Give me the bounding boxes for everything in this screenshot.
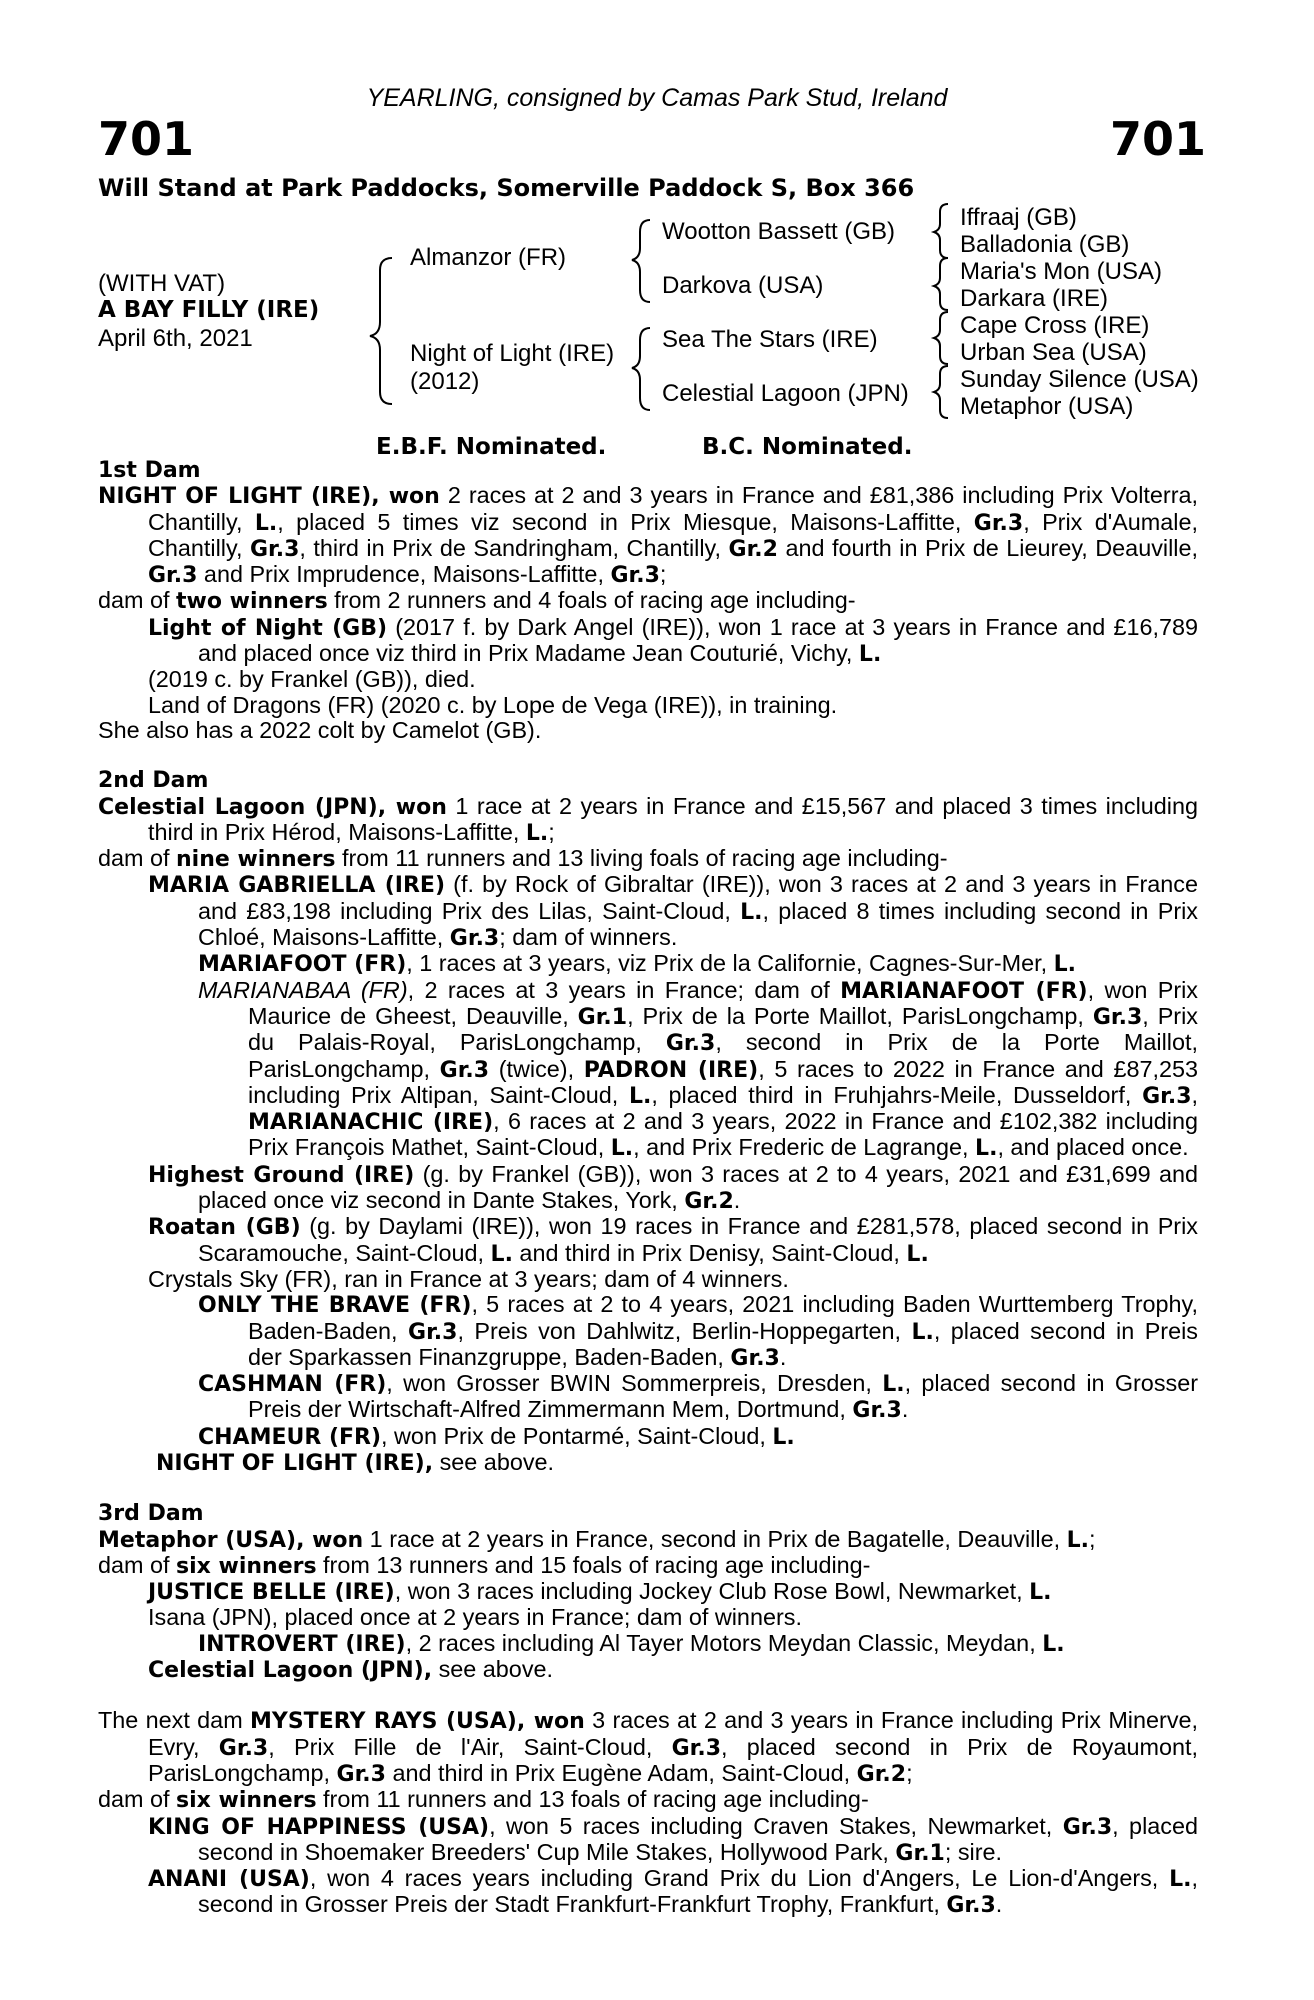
list-item: (2019 c. by Frankel (GB)), died. [148, 666, 476, 693]
dam-name: Night of Light (IRE) [410, 340, 615, 367]
first-dam-heading: 1st Dam [98, 458, 201, 483]
next-dam-record: The next dam MYSTERY RAYS (USA), won 3 races at 2 and 3 years in France including Prix Minerve, Evry, Gr.3, Prix Fille de l'Air, Saint-Cloud, Gr.3, placed second in Prix de Royaumont, ParisLongchamp, Gr.3 and third in Prix Eugène Adam, Saint-Cloud, Gr.2; [98, 1707, 1199, 1787]
sire-sire: Wootton Bassett (GB) [662, 218, 895, 245]
produce-record [98, 458, 1198, 1919]
ebf-nominated: E.B.F. Nominated. [376, 434, 607, 460]
gen3-2: Balladonia (GB) [960, 231, 1130, 258]
gen3-4: Darkara (IRE) [960, 285, 1109, 312]
horse-dob: April 6th, 2021 [98, 325, 253, 352]
dam-dam: Celestial Lagoon (JPN) [662, 380, 909, 407]
third-dam-produce: dam of six winners from 13 runners and 15 foals of racing age including- [98, 1551, 871, 1579]
gen3-3: Maria's Mon (USA) [960, 258, 1162, 285]
list-item: Highest Ground (IRE) (g. by Frankel (GB)), won 3 races at 2 to 4 years, 2021 and £31,699 and placed once viz second in Dante Stakes, York, Gr.2. [148, 1160, 1198, 1215]
list-item: Celestial Lagoon (JPN), see above. [148, 1656, 554, 1684]
next-dam-produce: dam of six winners from 11 runners and 13 foals of racing age including- [98, 1786, 869, 1814]
lot-number-right: 701 [1109, 112, 1206, 166]
list-item: CHAMEUR (FR), won Prix de Pontarmé, Saint-Cloud, L. [198, 1422, 795, 1450]
dam-year: (2012) [410, 368, 480, 395]
list-item: Isana (JPN), placed once at 2 years in France; dam of winners. [148, 1604, 802, 1631]
stand-info: Will Stand at Park Paddocks, Somerville Paddock S, Box 366 [98, 174, 915, 202]
list-item: MARIA GABRIELLA (IRE) (f. by Rock of Gibraltar (IRE)), won 3 races at 2 and 3 years in France and £83,198 including Prix des Lilas, Saint-Cloud, L., placed 8 times including second in Prix Chloé, Maisons-Laffitte, Gr.3; dam of winners. [148, 871, 1198, 952]
gen3-8: Metaphor (USA) [960, 393, 1134, 420]
list-item: KING OF HAPPINESS (USA), won 5 races including Craven Stakes, Newmarket, Gr.3, placed second in Shoemaker Breeders' Cup Mile Stakes, Hollywood Park, Gr.1; sire. [148, 1812, 1198, 1866]
list-item: NIGHT OF LIGHT (IRE), see above. [156, 1448, 555, 1476]
list-item: She also has a 2022 colt by Camelot (GB). [98, 716, 542, 743]
second-dam-heading: 2nd Dam [98, 768, 209, 794]
consignor-subtitle: YEARLING, consigned by Camas Park Stud, Ireland [366, 84, 948, 112]
list-item: CASHMAN (FR), won Grosser BWIN Sommerpreis, Dresden, L., placed second in Grosser Preis der Wirtschaft-Alfred Zimmermann Mem, Dortmund, Gr.3. [198, 1370, 1199, 1424]
sire-dam: Darkova (USA) [662, 272, 824, 299]
list-item: MARIAFOOT (FR), 1 races at 3 years, viz Prix de la Californie, Cagnes-Sur-Mer, L. [198, 950, 1077, 978]
list-item: Light of Night (GB) (2017 f. by Dark Angel (IRE)), won 1 race at 3 years in France and £16,789 and placed once viz third in Prix Madame Jean Couturié, Vichy, L. [148, 613, 1199, 668]
third-dam-heading: 3rd Dam [98, 1501, 204, 1527]
second-dam-produce: dam of nine winners from 11 runners and 13 living foals of racing age including- [98, 845, 948, 873]
list-item: Roatan (GB) (g. by Daylami (IRE)), won 19 races in France and £281,578, placed second in Prix Scaramouche, Saint-Cloud, L. and third in Prix Denisy, Saint-Cloud, L. [148, 1213, 1198, 1267]
list-item: Land of Dragons (FR) (2020 c. by Lope de Vega (IRE)), in training. [148, 691, 838, 718]
gen3-1: Iffraaj (GB) [960, 204, 1077, 231]
horse-name: A BAY FILLY (IRE) [98, 297, 320, 323]
bc-nominated: B.C. Nominated. [702, 434, 913, 460]
lot-number-left: 701 [98, 112, 195, 166]
list-item: MARIANABAA (FR), 2 races at 3 years in France; dam of MARIANAFOOT (FR), won Prix Maurice de Gheest, Deauville, Gr.1, Prix de la Porte Maillot, ParisLongchamp, Gr.3, Prix du Palais-Royal, ParisLongchamp, Gr.3, second in Prix de la Porte Maillot, ParisLongchamp, Gr.3 (twice), PADRON (IRE), 5 races to 2022 in France and £87,253 including Prix Altipan, Saint-Cloud, L., placed third in Fruhjahrs-Meile, Dusseldorf, Gr.3, MARIANACHIC (IRE), 6 races at 2 and 3 years, 2022 in France and £102,382 including Prix François Mathet, Saint-Cloud, L., and Prix Frederic de Lagrange, L., and placed once. [198, 976, 1199, 1162]
third-dam-record: Metaphor (USA), won 1 race at 2 years in France, second in Prix de Bagatelle, Deauville, L.; [98, 1525, 1096, 1553]
list-item: ANANI (USA), won 4 races years including Grand Prix du Lion d'Angers, Le Lion-d'Angers, L., second in Grosser Preis der Stadt Frankfurt-Frankfurt Trophy, Frankfurt, Gr.3. [148, 1865, 1198, 1919]
gen3-7: Sunday Silence (USA) [960, 366, 1199, 393]
list-item: JUSTICE BELLE (IRE), won 3 races including Jockey Club Rose Bowl, Newmarket, L. [148, 1578, 1052, 1606]
first-dam-produce: dam of two winners from 2 runners and 4 foals of racing age including- [98, 587, 856, 615]
vat-note: (WITH VAT) [98, 270, 226, 297]
sire-name: Almanzor (FR) [410, 244, 567, 271]
list-item: ONLY THE BRAVE (FR), 5 races at 2 to 4 years, 2021 including Baden Wurttemberg Trophy, Baden-Baden, Gr.3, Preis von Dahlwitz, Berlin-Hoppegarten, L., placed second in Preis der Sparkassen Finanzgruppe, Baden-Baden, Gr.3. [198, 1291, 1199, 1371]
dam-sire: Sea The Stars (IRE) [662, 326, 878, 353]
list-item: Crystals Sky (FR), ran in France at 3 years; dam of 4 winners. [148, 1265, 789, 1292]
gen3-6: Urban Sea (USA) [960, 339, 1147, 366]
first-dam-record: NIGHT OF LIGHT (IRE), won 2 races at 2 and 3 years in France and £81,386 including Prix Volterra, Chantilly, L., placed 5 times viz second in Prix Miesque, Maisons-Laffitte, Gr.3, Prix d'Aumale, Chantilly, Gr.3, third in Prix de Sandringham, Chantilly, Gr.2 and fourth in Prix de Lieurey, Deauville, Gr.3 and Prix Imprudence, Maisons-Laffitte, Gr.3; [98, 482, 1198, 589]
list-item: INTROVERT (IRE), 2 races including Al Tayer Motors Meydan Classic, Meydan, L. [198, 1629, 1065, 1657]
second-dam-record: Celestial Lagoon (JPN), won 1 race at 2 years in France and £15,567 and placed 3 times including third in Prix Hérod, Maisons-Laffitte, L.; [98, 792, 1198, 846]
gen3-5: Cape Cross (IRE) [960, 312, 1150, 339]
